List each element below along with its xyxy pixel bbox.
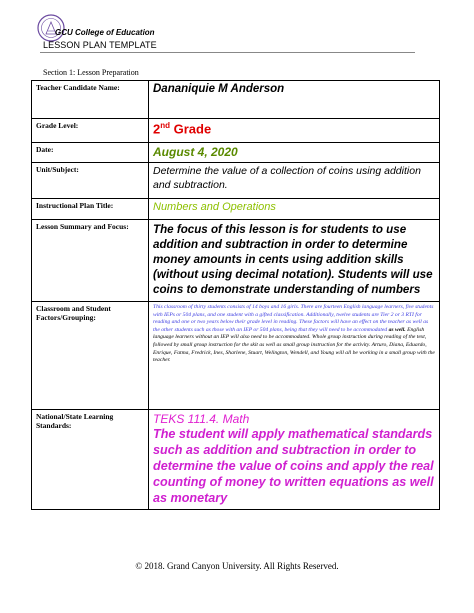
- candidate-name: Dananiquie M Anderson: [153, 83, 285, 95]
- row-teacher-candidate: [32, 81, 440, 119]
- section-heading: Section 1: Lesson Preparation: [43, 68, 139, 77]
- standards-title: TEKS 111.4. Math: [153, 412, 250, 426]
- row-instructional-plan-title: [32, 199, 440, 220]
- instructional-plan-value: Numbers and Operations: [153, 201, 276, 213]
- label-classroom-factors: Classroom and Student Factors/Grouping:: [32, 302, 149, 410]
- label-date: Date:: [32, 143, 149, 163]
- lesson-summary-value: The focus of this lesson is for students to use addition and subtraction in order to determine money amounts in cents using addition skills (without using decimal notation). Students will use coins to demonstrate understanding of numbers: [153, 223, 433, 297]
- template-title: LESSON PLAN TEMPLATE: [43, 40, 157, 50]
- lesson-plan-table: [31, 80, 440, 510]
- value-lesson-summary: [149, 220, 440, 302]
- value-date: [149, 143, 440, 163]
- row-lesson-summary: [32, 220, 440, 302]
- label-lesson-summary: Lesson Summary and Focus:: [32, 220, 149, 302]
- classroom-text-part2: as well.: [387, 326, 406, 333]
- row-learning-standards: [32, 410, 440, 510]
- label-grade-level: Grade Level:: [32, 119, 149, 143]
- header-divider: [40, 52, 415, 53]
- classroom-text-part3: English language learners without an IEP will also need to be accommodated. Whole group instruction during reading of the text, followed by small group instruction for the skit as well as small group instruction for the activity. Arturo, Diana, Eduardo, Enrique, Fatma, Fredrick, Ines, Sharlene, Stuart, Welington, Wendell, and Young will all be working in a small group with the teacher.: [153, 326, 435, 364]
- unit-subject-value: Determine the value of a collection of coins using addition and subtraction.: [153, 165, 421, 191]
- label-teacher-candidate: Teacher Candidate Name:: [32, 81, 149, 119]
- value-teacher-candidate: [149, 81, 440, 119]
- date-value: August 4, 2020: [153, 145, 238, 159]
- label-learning-standards: National/State Learning Standards:: [32, 410, 149, 510]
- value-grade-level: [149, 119, 440, 143]
- row-classroom-factors: [32, 302, 440, 410]
- classroom-factors-value: [153, 304, 435, 365]
- value-instructional-plan-title: [149, 199, 440, 220]
- copyright-footer: © 2018. Grand Canyon University. All Rights Reserved.: [135, 561, 339, 571]
- grade-value: [153, 121, 435, 136]
- grade-number: 2: [153, 121, 161, 137]
- value-unit-subject: [149, 163, 440, 199]
- classroom-text-part1: This classroom of thirty students consists of 14 boys and 16 girls. There are fourteen English language learners, five students with IEPs or 504 plans, and one student with a gifted classification. Additionally, twelve students are Tier 2 or 3 RTI for reading and one or two years below their grade level in reading. These factors will have an effect on the teacher as well as the other students such as those with an IEP or 504 plans, being that they will need to be accommodated: [153, 304, 434, 333]
- college-name: GCU College of Education: [55, 28, 155, 37]
- grade-suffix: nd: [160, 121, 171, 130]
- row-date: [32, 143, 440, 163]
- standards-value: The student will apply mathematical standards such as addition and subtraction in order to determine the value of coins and apply the real counting of money to written equations as well as monetary: [153, 427, 434, 506]
- row-grade-level: [32, 119, 440, 143]
- value-learning-standards: [149, 410, 440, 510]
- label-instructional-plan-title: Instructional Plan Title:: [32, 199, 149, 220]
- value-classroom-factors: [149, 302, 440, 410]
- label-unit-subject: Unit/Subject:: [32, 163, 149, 199]
- row-unit-subject: [32, 163, 440, 199]
- grade-word: Grade: [170, 121, 212, 137]
